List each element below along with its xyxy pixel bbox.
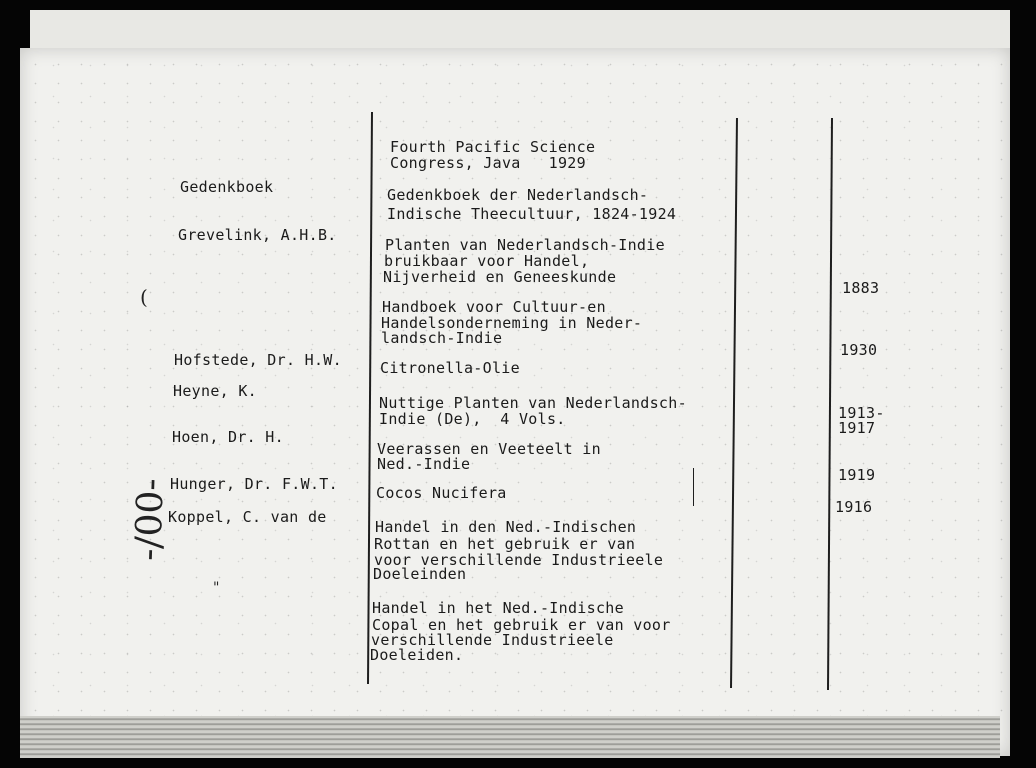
title-line: landsch-Indie: [381, 329, 503, 347]
title-line: bruikbaar voor Handel,: [384, 252, 590, 270]
title-line: Citronella-Olie: [380, 359, 520, 377]
title-line: Handboek voor Cultuur-en: [382, 298, 606, 316]
title-line: Handelsonderneming in Neder-: [381, 314, 643, 332]
title-line: Planten van Nederlandsch-Indie: [385, 236, 665, 254]
year: 1883: [842, 279, 880, 297]
title-line: Doeleinden: [373, 565, 467, 583]
title-line: Cocos Nucifera: [376, 484, 507, 502]
title-line: Indie (De), 4 Vols.: [379, 410, 566, 428]
ditto-mark: ": [213, 580, 220, 596]
handwritten-number: -/00-: [128, 477, 172, 562]
title-line: Veerassen en Veeteelt in: [377, 440, 601, 458]
author: Grevelink, A.H.B.: [178, 226, 337, 244]
card-stack-edge: [20, 716, 1000, 758]
title-line: Ned.-Indie: [377, 455, 471, 473]
title-line: Rottan en het gebruik er van: [374, 535, 636, 553]
year: 1919: [838, 466, 876, 484]
year: 1913- 1917: [838, 404, 885, 437]
author: Hunger, Dr. F.W.T.: [170, 475, 338, 493]
year: 1930: [840, 341, 878, 359]
author: Heyne, K.: [173, 382, 257, 400]
title-line: Indische Theecultuur, 1824-1924: [387, 205, 677, 223]
title-line: Nuttige Planten van Nederlandsch-: [379, 394, 687, 412]
title-line: Fourth Pacific Science: [390, 138, 596, 156]
author: Gedenkboek: [180, 178, 274, 196]
title-line: Nijverheid en Geneeskunde: [383, 268, 617, 286]
title-line: Handel in den Ned.-Indischen: [375, 518, 637, 536]
title-line: voor verschillende Industrieele: [374, 551, 664, 569]
title-line: Doeleiden.: [370, 646, 464, 664]
author: Koppel, C. van de: [168, 508, 327, 526]
title-line: Congress, Java 1929: [390, 154, 586, 172]
author: Hofstede, Dr. H.W.: [174, 351, 342, 369]
author: Hoen, Dr. H.: [172, 428, 284, 446]
stray-mark: [693, 468, 694, 506]
title-line: Handel in het Ned.-Indische: [372, 599, 624, 617]
title-line: Copal en het gebruik er van voor: [372, 616, 671, 634]
title-line: Gedenkboek der Nederlandsch-: [387, 186, 649, 204]
title-line: verschillende Industrieele: [371, 631, 614, 649]
margin-parenthesis: (: [140, 285, 148, 309]
year: 1916: [835, 498, 873, 516]
